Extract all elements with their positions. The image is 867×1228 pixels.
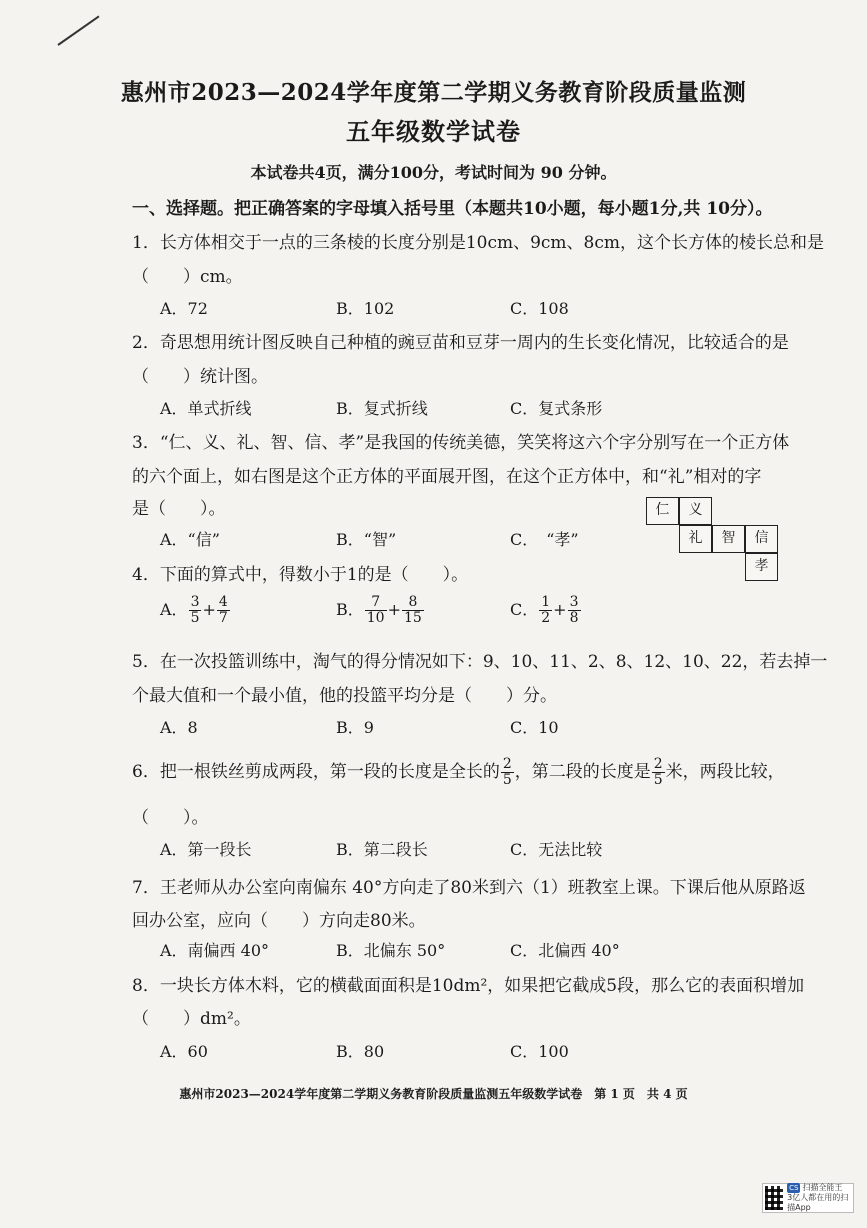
fraction [539, 595, 552, 626]
question-7-line-1: 7．王老师从办公室向南偏东 40°方向走了80米到六（1）班教室上课。下课后他从原路返 [132, 878, 806, 898]
question-1-option-c: C．108 [510, 299, 569, 318]
watermark-text [787, 1183, 851, 1213]
net-cell-xiao: 孝 [745, 553, 778, 581]
question-5-option-b: B．9 [336, 718, 374, 737]
net-cell-yi: 义 [679, 497, 712, 525]
pen-mark [57, 16, 99, 46]
fraction [189, 595, 202, 626]
denominator: 5 [653, 772, 663, 788]
question-6-option-a: A．第一段长 [160, 840, 252, 859]
question-2-line-1: 2．奇思想用统计图反映自己种植的豌豆苗和豆芽一周内的生长变化情况，比较适合的是 [132, 333, 789, 353]
fraction [402, 595, 424, 626]
question-5-option-c: C．10 [510, 718, 559, 737]
text-segment: 米，两段比较， [665, 762, 785, 782]
numerator: 7 [365, 595, 387, 611]
question-3-line-1: 3．“仁、义、礼、智、信、孝”是我国的传统美德，笑笑将这六个字分别写在一个正方体 [132, 433, 790, 453]
fraction [217, 595, 230, 626]
question-2-line-2: （ ）统计图。 [132, 367, 268, 387]
question-5-line-2: 个最大值和一个最小值，他的投篮平均分是（ ）分。 [132, 686, 557, 706]
question-6-option-c: C．无法比较 [510, 840, 603, 859]
option-label: C． [510, 600, 539, 619]
denominator: 10 [366, 610, 385, 626]
numerator: 4 [218, 594, 228, 610]
question-7-line-2: 回办公室，应向（ ）方向走80米。 [132, 911, 426, 931]
question-6-line-1 [132, 757, 785, 788]
question-7-option-c: C．北偏西 40° [510, 941, 620, 960]
question-6-line-2: （ ）。 [132, 808, 209, 828]
cs-logo-icon: CS [789, 1184, 799, 1192]
net-cell-ren: 仁 [646, 497, 679, 525]
plus-sign: + [202, 600, 216, 619]
net-cell-zhi: 智 [712, 525, 745, 553]
question-6-option-b: B．第二段长 [336, 840, 428, 859]
net-cell-li: 礼 [679, 525, 712, 553]
numerator: 3 [569, 594, 579, 610]
question-5-line-1: 5．在一次投篮训练中，淘气的得分情况如下：9、10、11、2、8、12、10、22，若去掉一 [132, 652, 828, 672]
section-heading: 一、选择题。把正确答案的字母填入括号里（本题共10小题，每小题1分,共 10分）。 [132, 199, 773, 219]
fraction [652, 757, 665, 788]
question-1-option-b: B．102 [336, 299, 395, 318]
page-footer: 惠州市2023—2024学年度第二学期义务教育阶段质量监测五年级数学试卷 第 1 页 共 4 页 [179, 1087, 688, 1101]
plus-sign: + [553, 600, 567, 619]
question-8-option-c: C．100 [510, 1042, 569, 1061]
question-4-option-c [510, 595, 582, 626]
net-cell-xin: 信 [745, 525, 778, 553]
question-4-option-a [160, 595, 231, 626]
question-2-option-b: B．复式折线 [336, 399, 428, 418]
numerator: 2 [653, 756, 663, 772]
question-8-option-b: B．80 [336, 1042, 385, 1061]
denominator: 2 [541, 610, 551, 626]
watermark-tagline: 3亿人都在用的扫描App [787, 1193, 849, 1212]
scanner-watermark [762, 1183, 854, 1213]
question-1-line-1: 1．长方体相交于一点的三条棱的长度分别是10cm、9cm、8cm，这个长方体的棱长总和是 [132, 233, 825, 253]
question-4-line-1: 4．下面的算式中，得数小于1的是（ ）。 [132, 565, 469, 585]
question-3-line-3: 是（ ）。 [132, 499, 226, 519]
question-1-line-2: （ ）cm。 [132, 267, 243, 287]
question-3-option-c: C． “孝” [510, 530, 579, 549]
exam-note: 本试卷共4页，满分100分，考试时间为 90 分钟。 [250, 163, 617, 182]
question-3-line-2: 的六个面上，如右图是这个正方体的平面展开图，在这个正方体中，和“礼”相对的字 [132, 467, 762, 487]
question-2-option-a: A．单式折线 [160, 399, 252, 418]
question-2-option-c: C．复式条形 [510, 399, 603, 418]
numerator: 8 [402, 595, 424, 611]
question-3-option-a: A．“信” [160, 530, 220, 549]
question-7-option-a: A．南偏西 40° [160, 941, 270, 960]
question-8-option-a: A．60 [160, 1042, 208, 1061]
exam-subtitle: 五年级数学试卷 [346, 117, 521, 146]
qr-code-icon [765, 1186, 783, 1210]
option-label: A． [160, 600, 188, 619]
fraction [501, 757, 514, 788]
text-segment: ，第二段的长度是 [514, 762, 651, 782]
denominator: 15 [404, 610, 422, 626]
question-8-line-2: （ ）dm²。 [132, 1009, 251, 1029]
numerator: 1 [541, 594, 551, 610]
question-8-line-1: 8．一块长方体木料，它的横截面面积是10dm²，如果把它截成5段，那么它的表面积增加 [132, 976, 805, 996]
plus-sign: + [387, 600, 401, 619]
option-label: B． [336, 600, 364, 619]
question-1-option-a: A．72 [160, 299, 208, 318]
text-segment: 6．把一根铁丝剪成两段，第一段的长度是全长的 [132, 762, 500, 782]
numerator: 2 [502, 756, 512, 772]
question-5-option-a: A．8 [160, 718, 198, 737]
exam-title: 惠州市2023—2024学年度第二学期义务教育阶段质量监测 [120, 79, 747, 106]
fraction [568, 595, 581, 626]
question-7-option-b: B．北偏东 50° [336, 941, 446, 960]
denominator: 5 [502, 772, 512, 788]
question-3-option-b: B．“智” [336, 530, 397, 549]
watermark-brand: 扫描全能王 [802, 1183, 843, 1192]
denominator: 8 [569, 610, 579, 626]
denominator: 5 [190, 610, 200, 626]
fraction [365, 595, 387, 626]
numerator: 3 [190, 594, 200, 610]
question-4-option-b [336, 595, 425, 626]
denominator: 7 [218, 610, 228, 626]
